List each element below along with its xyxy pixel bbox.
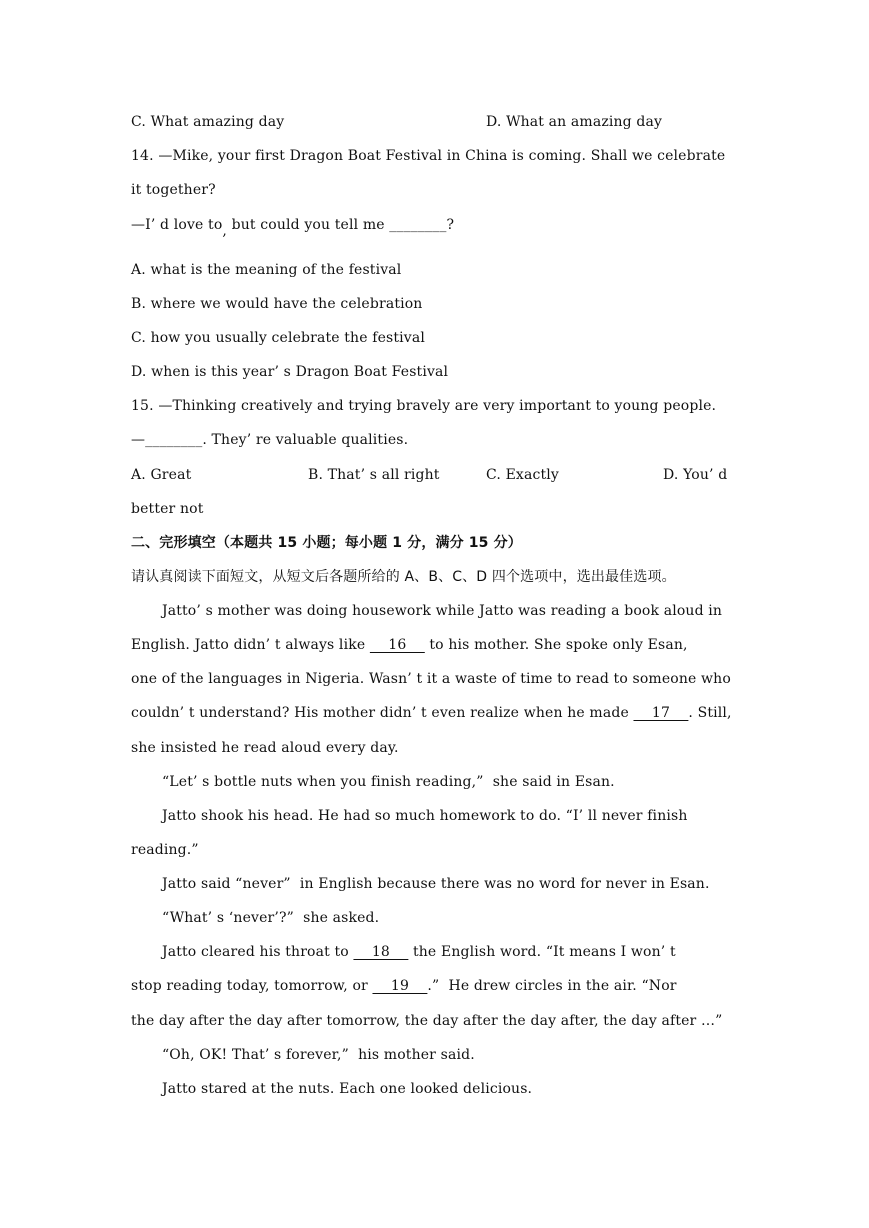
q14-stem-line-2: it together?	[131, 182, 216, 198]
blank-17: 17	[633, 705, 689, 721]
q15-stem-line-1: 15. —Thinking creatively and trying bravely are very important to young people.	[131, 398, 717, 414]
passage-p3-line-2: reading.”	[131, 842, 199, 858]
q14-option-d: D. when is this year’ s Dragon Boat Festival	[131, 364, 449, 380]
q13-option-c: C. What amazing day	[131, 114, 285, 130]
text-segment: stop reading today, tomorrow, or	[131, 978, 373, 994]
q15-option-a: A. Great	[131, 467, 192, 483]
passage-p6-line-1	[162, 942, 676, 962]
passage-p1-line-3: one of the languages in Nigeria. Wasn’ t it a waste of time to read to someone who	[131, 671, 731, 687]
q15-option-d-continued: better not	[131, 501, 204, 517]
passage-p1-line-2	[131, 635, 688, 655]
blank-18: 18	[353, 944, 409, 960]
text-segment: Jatto cleared his throat to	[162, 944, 354, 960]
passage-p1-line-1: Jatto’ s mother was doing housework while Jatto was reading a book aloud in	[162, 603, 723, 619]
section-heading: 二、完形填空（本题共 15 小题；每小题 1 分，满分 15 分）	[131, 535, 522, 551]
text-segment: English. Jatto didn’ t always like	[131, 637, 370, 653]
q15-stem-line-2: —________. They’ re valuable qualities.	[131, 432, 409, 448]
text-segment: .” He drew circles in the air. “Nor	[427, 978, 677, 994]
blank-16: 16	[369, 637, 425, 653]
q14-reply-part-a: —I’ d love to	[131, 217, 223, 233]
q14-reply-comma: ,	[222, 223, 228, 239]
passage-p6-line-3: the day after the day after tomorrow, the day after the day after, the day after …”	[131, 1013, 723, 1029]
q14-option-a: A. what is the meaning of the festival	[131, 262, 402, 278]
q14-option-c: C. how you usually celebrate the festival	[131, 330, 425, 346]
text-segment: . Still,	[688, 705, 732, 721]
passage-p8: Jatto stared at the nuts. Each one looked delicious.	[162, 1081, 533, 1097]
q14-reply-part-b: but could you tell me ________?	[227, 217, 455, 233]
q14-option-b: B. where we would have the celebration	[131, 296, 423, 312]
passage-p2: “Let’ s bottle nuts when you finish reading,” she said in Esan.	[162, 774, 615, 790]
blank-19: 19	[372, 978, 428, 994]
q15-option-d: D. You’ d	[663, 467, 728, 483]
passage-p1-line-5: she insisted he read aloud every day.	[131, 740, 399, 756]
section-instruction: 请认真阅读下面短文，从短文后各题所给的 A、B、C、D 四个选项中，选出最佳选项。	[131, 569, 676, 585]
passage-p5: “What’ s ‘never’?” she asked.	[162, 910, 380, 926]
passage-p3-line-1: Jatto shook his head. He had so much homework to do. “I’ ll never finish	[162, 808, 688, 824]
q14-stem-line-1: 14. —Mike, your first Dragon Boat Festival in China is coming. Shall we celebrate	[131, 148, 726, 164]
text-segment: to his mother. She spoke only Esan,	[424, 637, 688, 653]
text-segment: couldn’ t understand? His mother didn’ t even realize when he made	[131, 705, 634, 721]
q14-reply	[131, 215, 455, 239]
passage-p7: “Oh, OK! That’ s forever,” his mother said.	[162, 1047, 475, 1063]
passage-p4: Jatto said “never” in English because there was no word for never in Esan.	[162, 876, 710, 892]
text-segment: the English word. “It means I won’ t	[408, 944, 676, 960]
q15-option-b: B. That’ s all right	[308, 467, 440, 483]
passage-p6-line-2	[131, 976, 677, 996]
passage-p1-line-4	[131, 703, 732, 723]
q13-option-d: D. What an amazing day	[486, 114, 663, 130]
q15-option-c: C. Exactly	[486, 467, 559, 483]
